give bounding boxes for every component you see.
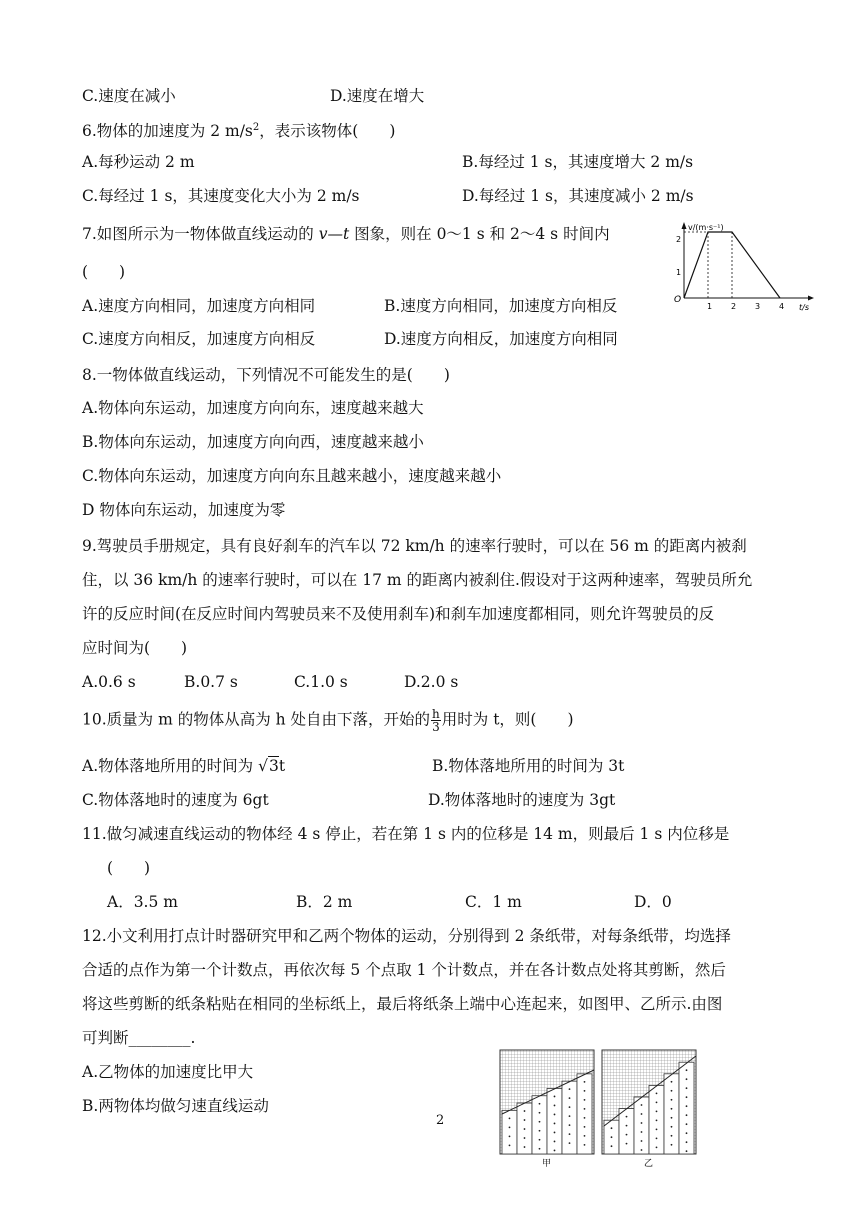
q11-option-c: C．1 m <box>465 893 522 911</box>
q10-sqrt: √3 <box>258 757 279 775</box>
yi-strip-dot <box>686 1114 688 1116</box>
yi-strip-dot <box>641 1149 643 1151</box>
jia-strip-dot <box>584 1081 586 1083</box>
q6-option-c: C.每经过 1 s，其速度变化大小为 2 m/s <box>82 187 360 205</box>
jia-strip <box>502 1110 517 1154</box>
jia-strip-dot <box>554 1123 556 1125</box>
jia-strip-dot <box>524 1110 526 1112</box>
q10-a-pre: A.物体落地所用的时间为 <box>82 757 259 775</box>
yi-strip-dot <box>656 1138 658 1140</box>
vt-xtick-2: 2 <box>731 302 737 311</box>
yi-strip-dot <box>686 1069 688 1071</box>
yi-strip <box>619 1109 634 1154</box>
yi-strip-dot <box>641 1131 643 1133</box>
q9-line3: 许的反应时间(在反应时间内驾驶员来不及使用刹车)和刹车加速度都相同，则允许驾驶员的反 <box>82 605 715 623</box>
jia-strip-dot <box>554 1114 556 1116</box>
yi-strip-dot <box>611 1145 613 1147</box>
q8-option-d: D 物体向东运动，加速度为零 <box>82 501 286 519</box>
yi-strip-dot <box>671 1117 673 1119</box>
yi-strip-dot <box>656 1093 658 1095</box>
q6-option-a: A.每秒运动 2 m <box>82 153 195 171</box>
jia-strip-dot <box>569 1115 571 1117</box>
yi-strip-dot <box>686 1078 688 1080</box>
jia-strip-dot <box>584 1117 586 1119</box>
vt-x-arrow <box>808 296 814 301</box>
q12-line4: 可判断________. <box>82 1029 196 1047</box>
jia-strip-dot <box>524 1146 526 1148</box>
yi-strip <box>664 1074 679 1154</box>
jia-strip-dot <box>584 1126 586 1128</box>
yi-strip-dot <box>626 1116 628 1118</box>
jia-strip-dot <box>554 1096 556 1098</box>
q8-option-c: C.物体向东运动，加速度方向向东且越来越小，速度越来越小 <box>82 467 502 485</box>
yi-strip-dot <box>611 1136 613 1138</box>
page-number: 2 <box>436 1113 445 1128</box>
q7-option-a: A.速度方向相同，加速度方向相同 <box>82 297 316 315</box>
jia-strip-dot <box>569 1124 571 1126</box>
q10-sqrt-radicand: 3 <box>268 757 279 775</box>
q12-line1: 12.小文利用打点计时器研究甲和乙两个物体的运动，分别得到 2 条纸带，对每条纸带，均选择 <box>82 927 731 945</box>
yi-strip <box>679 1062 694 1154</box>
jia-strip <box>547 1088 562 1154</box>
jia-strip-dot <box>569 1106 571 1108</box>
q7-stem <box>82 224 610 244</box>
yi-strip-dot <box>686 1096 688 1098</box>
jia-strip-dot <box>509 1117 511 1119</box>
q7-option-b: B.速度方向相同，加速度方向相反 <box>384 297 618 315</box>
jia-strip-dot <box>569 1097 571 1099</box>
q7-option-c: C.速度方向相反，加速度方向相反 <box>82 330 316 348</box>
q9-line4: 应时间为( ) <box>82 639 188 657</box>
yi-strip-dot <box>671 1099 673 1101</box>
jia-strip-dot <box>584 1108 586 1110</box>
jia-strip-dot <box>569 1088 571 1090</box>
yi-strip-dot <box>641 1140 643 1142</box>
q10-stem-b: 用时为 t，则( ) <box>441 710 574 729</box>
q7-stem-a: 7.如图所示为一物体做直线运动的 <box>82 225 319 243</box>
jia-strip-dot <box>539 1103 541 1105</box>
yi-strip-dot <box>641 1104 643 1106</box>
jia-strip-dot <box>509 1135 511 1137</box>
q6-stem-sup: 2 <box>252 122 260 133</box>
jia-strip-dot <box>539 1148 541 1150</box>
q9-option-b: B.0.7 s <box>184 673 238 691</box>
q10-option-b: B.物体落地所用的时间为 3t <box>432 757 625 775</box>
q11-option-a: A．3.5 m <box>107 893 178 911</box>
q10-fraction <box>431 708 441 733</box>
q10-option-c: C.物体落地时的速度为 6gt <box>82 791 269 809</box>
yi-strip-dot <box>671 1108 673 1110</box>
q6-stem-a: 6.物体的加速度为 2 m/s <box>82 122 253 141</box>
jia-strip-dot <box>539 1121 541 1123</box>
jia-strip-dot <box>524 1119 526 1121</box>
yi-strip-dot <box>671 1081 673 1083</box>
yi-strip-dot <box>686 1141 688 1143</box>
vt-y-arrow <box>682 222 687 229</box>
yi-strip-dot <box>656 1120 658 1122</box>
yi-strip-dot <box>656 1111 658 1113</box>
tape-panel-yi <box>602 1050 696 1154</box>
q12-tape-figure <box>496 1048 706 1170</box>
q10-a-post: t <box>278 757 286 775</box>
yi-strip-dot <box>671 1144 673 1146</box>
yi-strip-dot <box>686 1087 688 1089</box>
jia-strip-dot <box>584 1099 586 1101</box>
q10-stem <box>82 708 574 733</box>
yi-strip-dot <box>686 1123 688 1125</box>
q5-option-d: D.速度在增大 <box>330 87 425 105</box>
jia-strip-dot <box>509 1126 511 1128</box>
q10-frac-num: h <box>432 707 440 721</box>
q7-stem-b: 图象，则在 0～1 s 和 2～4 s 时间内 <box>349 225 610 243</box>
jia-strip-dot <box>524 1128 526 1130</box>
q9-line1: 9.驾驶员手册规定，具有良好刹车的汽车以 72 km/h 的速率行驶时，可以在 56 m 的距离内被刹 <box>82 537 747 555</box>
yi-strip-dot <box>686 1105 688 1107</box>
yi-strip-dot <box>626 1134 628 1136</box>
q9-option-c: C.1.0 s <box>294 673 348 691</box>
yi-strip-dot <box>656 1147 658 1149</box>
fig-label-jia: 甲 <box>542 1159 552 1169</box>
yi-strip-dot <box>686 1150 688 1152</box>
jia-strip-dot <box>524 1137 526 1139</box>
q7-paren: ( ) <box>82 263 126 281</box>
q7-option-d: D.速度方向相反，加速度方向相同 <box>384 330 618 348</box>
q8-option-a: A.物体向东运动，加速度方向向东，速度越来越大 <box>82 399 424 417</box>
yi-strip-dot <box>671 1126 673 1128</box>
jia-strip-dot <box>569 1133 571 1135</box>
vt-origin: O <box>674 295 682 305</box>
q7-vt-graph <box>668 218 816 314</box>
q10-stem-a: 10.质量为 m 的物体从高为 h 处自由下落，开始的 <box>82 710 431 729</box>
jia-strip <box>577 1074 592 1154</box>
q5-option-c: C.速度在减小 <box>82 87 176 105</box>
tape-panel-jia <box>500 1050 594 1154</box>
jia-strip-dot <box>509 1144 511 1146</box>
q8-option-b: B.物体向东运动，加速度方向向西，速度越来越小 <box>82 433 424 451</box>
yi-strip-dot <box>641 1113 643 1115</box>
q9-option-a: A.0.6 s <box>82 673 136 691</box>
vt-xtick-4: 4 <box>779 302 785 311</box>
vt-ytick-1: 1 <box>676 268 682 277</box>
yi-strip-dot <box>656 1102 658 1104</box>
vt-ytick-2: 2 <box>676 235 682 244</box>
q6-stem <box>82 118 395 141</box>
jia-strip-dot <box>539 1139 541 1141</box>
jia-strip-dot <box>584 1090 586 1092</box>
q12-option-b: B.两物体均做匀速直线运动 <box>82 1097 269 1115</box>
jia-strip-dot <box>539 1112 541 1114</box>
yi-strip-dot <box>671 1135 673 1137</box>
q10-frac-den: 3 <box>432 720 440 734</box>
yi-strip-dot <box>626 1125 628 1127</box>
q6-stem-b: ，表示该物体( ) <box>259 122 396 141</box>
q10-option-d: D.物体落地时的速度为 3gt <box>428 791 616 809</box>
jia-strip-dot <box>554 1141 556 1143</box>
q12-line3: 将这些剪断的纸条粘贴在相同的坐标纸上，最后将纸条上端中心连起来，如图甲、乙所示.由图 <box>82 995 723 1013</box>
q9-line2: 住，以 36 km/h 的速率行驶时，可以在 17 m 的距离内被刹住.假设对于这两种速率，驾驶员所允 <box>82 571 753 589</box>
q12-line2: 合适的点作为第一个计数点，再依次每 5 个点取 1 个计数点，并在各计数点处将其剪断，然后 <box>82 961 726 979</box>
q11-option-b: B．2 m <box>296 893 353 911</box>
q8-stem: 8.一物体做直线运动，下列情况不可能发生的是( ) <box>82 366 450 384</box>
vt-ylabel: v/(m·s⁻¹) <box>688 223 724 232</box>
yi-strip-dot <box>656 1129 658 1131</box>
jia-strip-dot <box>554 1150 556 1152</box>
fig-label-yi: 乙 <box>644 1159 654 1169</box>
vt-xtick-3: 3 <box>755 302 761 311</box>
vt-xtick-1: 1 <box>707 302 713 311</box>
yi-strip-dot <box>611 1127 613 1129</box>
q10-option-a <box>82 756 285 776</box>
q7-stem-vt: v—t <box>318 225 350 243</box>
jia-strip-dot <box>554 1132 556 1134</box>
jia-strip-dot <box>569 1142 571 1144</box>
yi-strip-dot <box>671 1090 673 1092</box>
q6-option-b: B.每经过 1 s，其速度增大 2 m/s <box>462 153 694 171</box>
q12-option-a: A.乙物体的加速度比甲大 <box>82 1063 254 1081</box>
yi-strip-dot <box>641 1122 643 1124</box>
q9-option-d: D.2.0 s <box>404 673 459 691</box>
jia-strip-dot <box>539 1130 541 1132</box>
yi-strip-dot <box>686 1132 688 1134</box>
q11-option-d: D．0 <box>634 893 672 911</box>
q11-paren: ( ) <box>107 859 151 877</box>
q6-option-d: D.每经过 1 s，其速度减小 2 m/s <box>462 187 694 205</box>
jia-strip-dot <box>584 1135 586 1137</box>
jia-strip-dot <box>554 1105 556 1107</box>
yi-strip-dot <box>626 1143 628 1145</box>
jia-strip-dot <box>584 1144 586 1146</box>
q11-line1: 11.做匀减速直线运动的物体经 4 s 停止，若在第 1 s 内的位移是 14 m，则最后 1 s 内位移是 <box>82 825 730 843</box>
vt-xlabel: t/s <box>799 303 809 312</box>
